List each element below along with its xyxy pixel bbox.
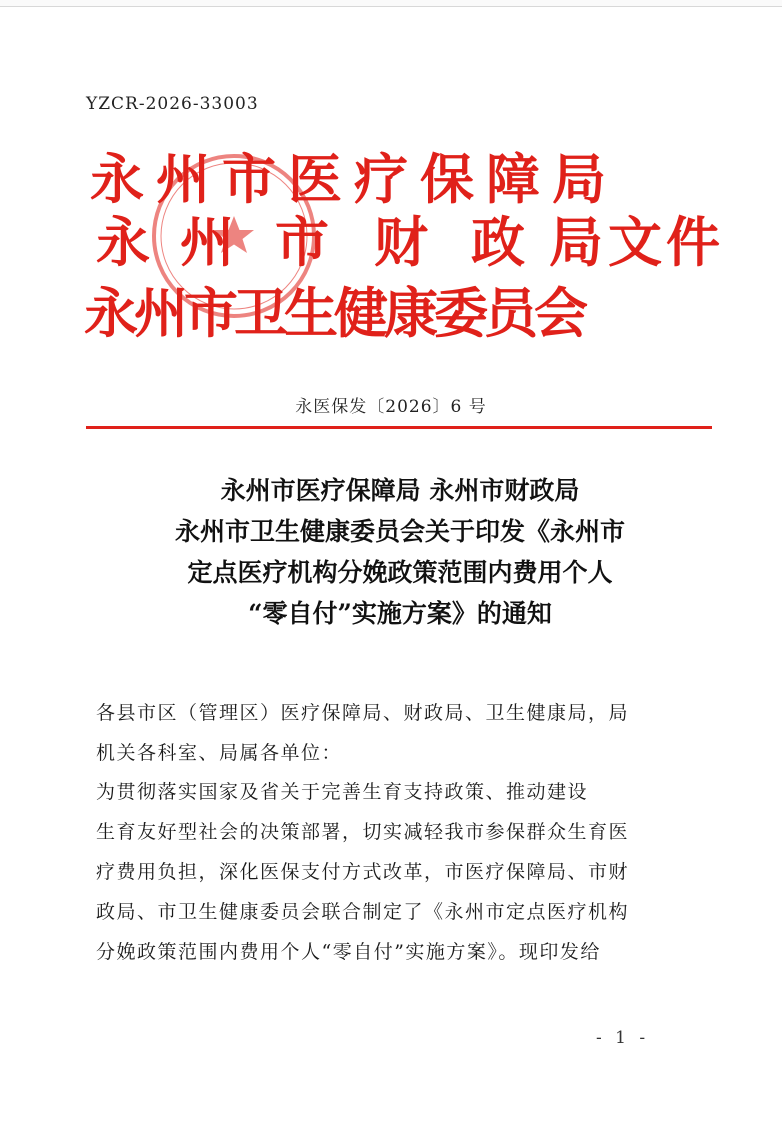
issuer-char: 保 [420, 147, 474, 211]
page-number: - 1 - [596, 1028, 650, 1048]
document-number: 永医保发〔2026〕6 号 [295, 397, 487, 417]
issuer-char: 永 [96, 210, 150, 274]
issuer-char: 财 [374, 210, 428, 274]
issuer-char: 医 [288, 147, 342, 211]
issuer-line-health-commission [84, 281, 588, 345]
issuer-char: 永 [90, 147, 144, 211]
document-id: YZCR-2026-33003 [86, 94, 259, 114]
addressee-line: 各县市区（管理区）医疗保障局、财政局、卫生健康局，局 [96, 702, 630, 724]
red-separator-line [86, 426, 712, 429]
issuer-char: 局 [549, 210, 603, 274]
issuer-char: 州 [134, 281, 188, 345]
issuer-char: 件 [666, 210, 720, 274]
issuer-char: 生 [284, 281, 338, 345]
issuer-char: 康 [384, 281, 438, 345]
issuer-char: 州 [156, 147, 210, 211]
addressee-line: 机关各科室、局属各单位： [96, 742, 343, 764]
paragraph-line: 为贯彻落实国家及省关于完善生育支持政策、推动建设 [96, 781, 589, 803]
issuer-char: 健 [334, 281, 388, 345]
title-line: 永州市卫生健康委员会关于印发《永州市 [174, 517, 625, 546]
issuer-char: 卫 [234, 281, 288, 345]
issuer-char: 市 [222, 147, 276, 211]
issuer-char: 市 [184, 281, 238, 345]
issuer-char: 局 [552, 147, 606, 211]
page-top-edge [0, 0, 782, 7]
issuer-char: 市 [275, 210, 329, 274]
issuer-char: 永 [84, 281, 138, 345]
title-line: “零自付”实施方案》的通知 [248, 599, 552, 628]
paragraph-line: 分娩政策范围内费用个人“零自付”实施方案》。现印发给 [96, 941, 601, 963]
issuer-char: 委 [434, 281, 488, 345]
issuer-char: 障 [486, 147, 540, 211]
issuer-char: 会 [534, 281, 588, 345]
body-paragraph [96, 772, 696, 972]
title-line: 永州市医疗保障局 永州市财政局 [220, 476, 580, 505]
issuer-char: 政 [471, 210, 525, 274]
paragraph-line: 疗费用负担，深化医保支付方式改革，市医疗保障局、市财 [96, 861, 630, 883]
issuer-char: 州 [180, 210, 234, 274]
paragraph-line: 生育友好型社会的决策部署，切实减轻我市参保群众生育医 [96, 821, 630, 843]
issuer-line-medical-security-bureau [84, 147, 612, 211]
addressee-block [96, 693, 696, 773]
title-line: 定点医疗机构分娩政策范围内费用个人 [187, 558, 613, 587]
document-title [90, 470, 710, 634]
issuer-char: 文 [608, 210, 662, 274]
issuer-line-finance-bureau-file [84, 210, 722, 274]
paragraph-line: 政局、市卫生健康委员会联合制定了《永州市定点医疗机构 [96, 901, 630, 923]
issuer-char: 疗 [354, 147, 408, 211]
issuer-char: 员 [484, 281, 538, 345]
